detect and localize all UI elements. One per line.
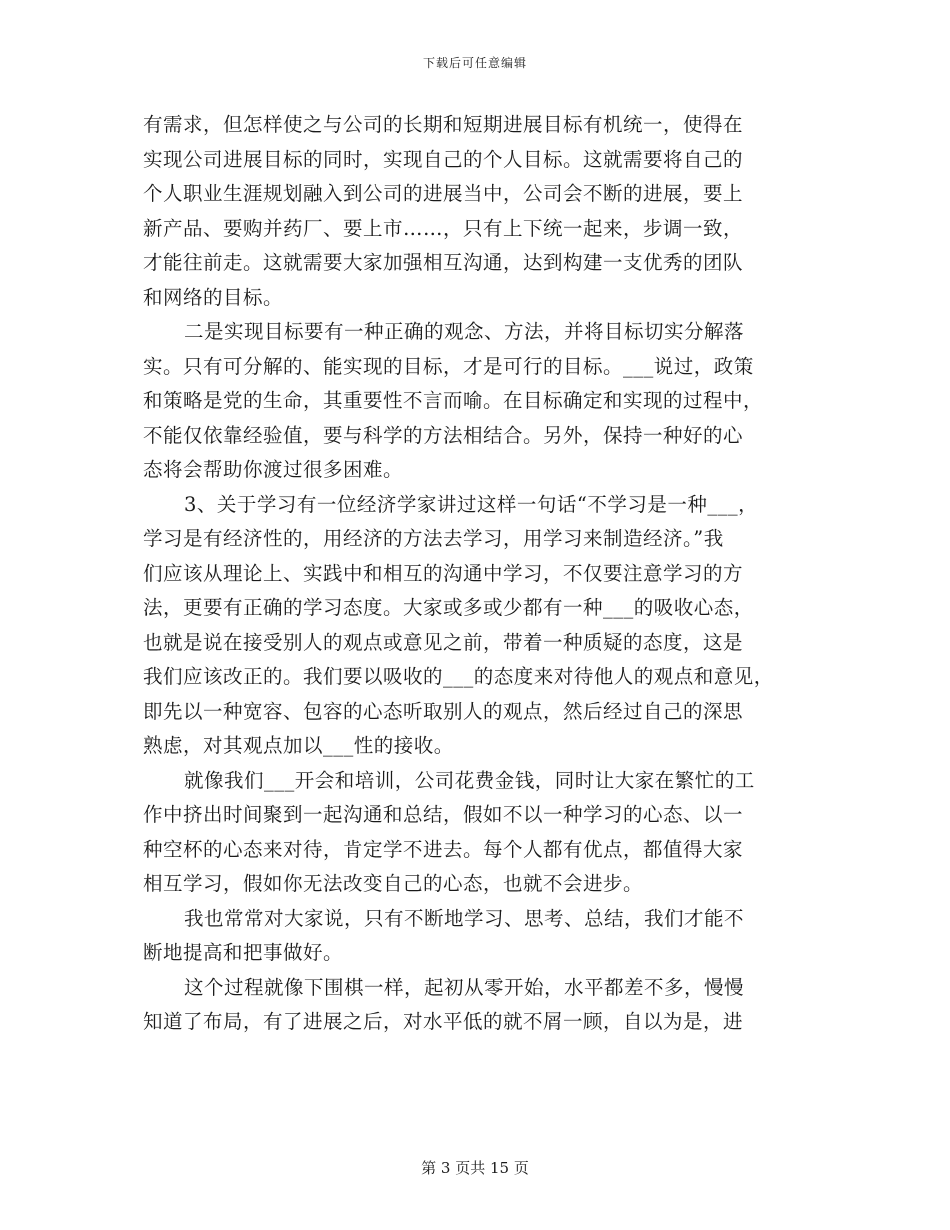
- text-line: 就像我们___开会和培训，公司花费金钱，同时让大家在繁忙的工: [184, 768, 755, 792]
- text-line: 这个过程就像下围棋一样，起初从零开始，水平都差不多，慢慢: [184, 975, 745, 999]
- document-body: [143, 108, 823, 1040]
- text-line: 学习是有经济性的，用经济的方法去学习，用学习来制造经济。”我: [143, 527, 724, 550]
- text-line: 种空杯的心态来对待，肯定学不进去。每个人都有优点，都值得大家: [143, 837, 744, 861]
- page-header: 下载后可任意编辑: [422, 56, 527, 70]
- text-line: 即先以一种宽容、包容的心态听取别人的观点，然后经过自己的深思: [143, 699, 744, 723]
- text-line: 有需求，但怎样使之与公司的长期和短期进展目标有机统一，使得在: [143, 113, 744, 136]
- text-line: 相互学习，假如你无法改变自己的心态，也就不会进步。: [143, 872, 644, 895]
- page-footer: 第 3 页共 15 页: [421, 1159, 529, 1177]
- text-line: 我也常常对大家说，只有不断地学习、思考、总结，我们才能不: [184, 906, 745, 930]
- text-line: 和网络的目标。: [143, 285, 284, 309]
- text-line: 我们应该改正的。我们要以吸收的___的态度来对待他人的观点和意见，: [143, 665, 774, 688]
- text-line: 才能往前走。这就需要大家加强相互沟通，达到构建一支优秀的团队: [143, 251, 744, 274]
- text-line: 个人职业生涯规划融入到公司的进展当中，公司会不断的进展，要上: [143, 182, 744, 205]
- text-line: 二是实现目标要有一种正确的观念、方法，并将目标切实分解落: [184, 320, 745, 343]
- text-line: 们应该从理论上、实践中和相互的沟通中学习，不仅要注意学习的方: [143, 561, 744, 585]
- text-line: 3、关于学习有一位经济学家讲过这样一句话“不学习是一种___，: [184, 492, 759, 516]
- text-line: 熟虑，对其观点加以___性的接收。: [143, 734, 454, 757]
- text-line: 也就是说在接受别人的观点或意见之前，带着一种质疑的态度，这是: [143, 630, 744, 654]
- text-line: 不能仅依靠经验值，要与科学的方法相结合。另外，保持一种好的心: [143, 423, 744, 447]
- text-line: 知道了布局，有了进展之后，对水平低的就不屑一顾，自以为是，进: [143, 1010, 744, 1033]
- text-line: 和策略是党的生命，其重要性不言而喻。在目标确定和实现的过程中，: [143, 389, 764, 412]
- text-line: 断地提高和把事做好。: [143, 941, 344, 964]
- text-line: 实现公司进展目标的同时，实现自己的个人目标。这就需要将自己的: [143, 147, 744, 171]
- text-line: 实。只有可分解的、能实现的目标，才是可行的目标。___说过，政策: [143, 354, 754, 378]
- text-line: 新产品、要购并药厂、要上市……，只有上下统一起来，步调一致，: [143, 216, 744, 240]
- text-line: 态将会帮助你渡过很多困难。: [143, 458, 404, 481]
- text-line: 法，更要有正确的学习态度。大家或多或少都有一种___的吸收心态，: [143, 596, 754, 619]
- text-line: 作中挤出时间聚到一起沟通和总结，假如不以一种学习的心态、以一: [143, 803, 744, 826]
